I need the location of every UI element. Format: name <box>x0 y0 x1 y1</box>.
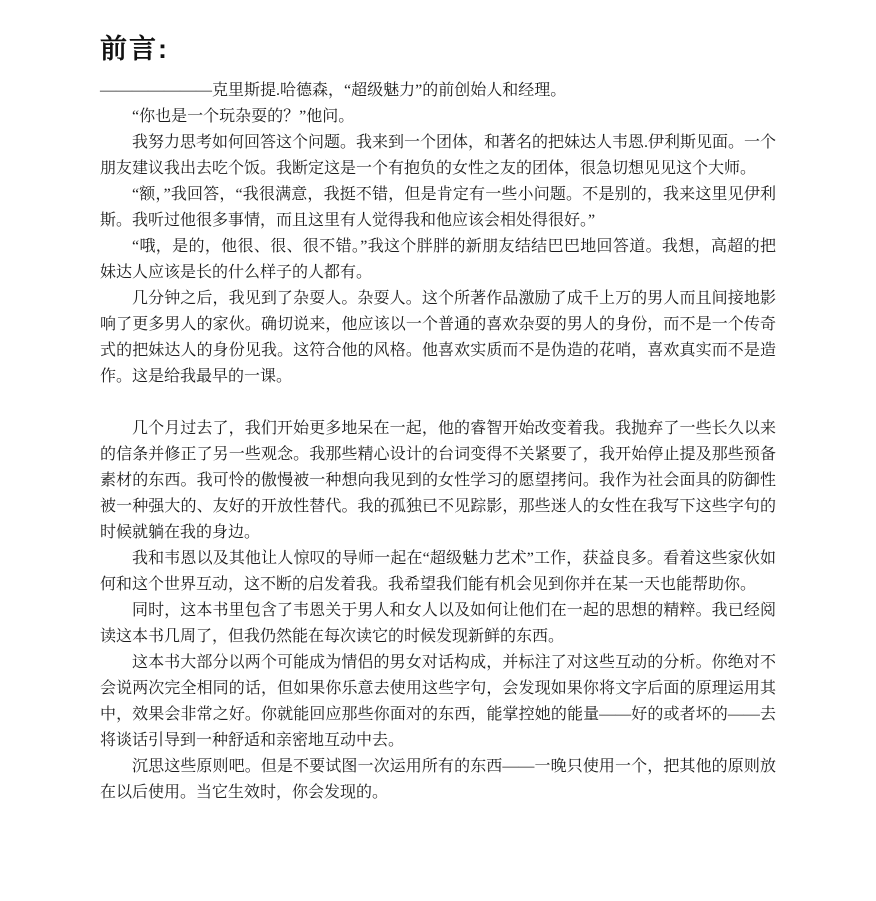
paragraph: 我努力思考如何回答这个问题。我来到一个团体，和著名的把妹达人韦恩.伊利斯见面。一个朋友建议我出去吃个饭。我断定这是一个有抱负的女性之友的团体，很急切想见见这个大师。 <box>100 134 777 177</box>
paragraph: 这本书大部分以两个可能成为情侣的男女对话构成，并标注了对这些互动的分析。你绝对不会说两次完全相同的话，但如果你乐意去使用这些字句，会发现如果你将文字后面的原理运用其中，效果会非常之好。你就能回应那些你面对的东西，能掌控她的能量——好的或者坏的——去将谈话引导到一种舒适和亲密地互动中去。 <box>100 654 776 749</box>
page-title: 前言: <box>100 34 169 64</box>
paragraph: 几个月过去了，我们开始更多地呆在一起，他的睿智开始改变着我。我抛弃了一些长久以来的信条并修正了另一些观念。我那些精心设计的台词变得不关紧要了，我开始停止提及那些预备素材的东西。我可怜的傲慢被一种想向我见到的女性学习的愿望拷问。我作为社会面具的防御性被一种强大的、友好的开放性替代。我的孤独已不见踪影，那些迷人的女性在我写下这些字句的时候就躺在我的身边。 <box>100 420 776 541</box>
paragraph: “哦，是的，他很、很、很不错。”我这个胖胖的新朋友结结巴巴地回答道。我想，高超的把妹达人应该是长的什么样子的人都有。 <box>100 238 776 281</box>
paragraph: 几分钟之后，我见到了杂耍人。杂耍人。这个所著作品激励了成千上万的男人而且间接地影响了更多男人的家伙。确切说来，他应该以一个普通的喜欢杂耍的男人的身份，而不是一个传奇式的把妹达人的身份见我。这符合他的风格。他喜欢实质而不是伪造的花哨，喜欢真实而不是造作。这是给我最早的一课。 <box>100 290 776 385</box>
paragraph: 我和韦恩以及其他让人惊叹的导师一起在“超级魅力艺术”工作，获益良多。看着这些家伙如何和这个世界互动，这不断的启发着我。我希望我们能有机会见到你并在某一天也能帮助你。 <box>100 550 776 593</box>
paragraph: “你也是一个玩杂耍的？”他问。 <box>132 108 355 125</box>
paragraph: 沉思这些原则吧。但是不要试图一次运用所有的东西——一晚只使用一个，把其他的原则放在以后使用。当它生效时，你会发现的。 <box>100 758 776 801</box>
paragraph: “额，”我回答，“我很满意，我挺不错，但是肯定有一些小问题。不是别的，我来这里见伊利斯。我听过他很多事情，而且这里有人觉得我和他应该会相处得很好。” <box>100 186 776 229</box>
paragraph: 同时，这本书里包含了韦恩关于男人和女人以及如何让他们在一起的思想的精粹。我已经阅读这本书几周了，但我仍然能在每次读它的时候发现新鲜的东西。 <box>100 602 776 645</box>
attribution-line: ———————克里斯提.哈德森，“超级魅力”的前创始人和经理。 <box>100 82 567 99</box>
document-body <box>100 78 776 806</box>
